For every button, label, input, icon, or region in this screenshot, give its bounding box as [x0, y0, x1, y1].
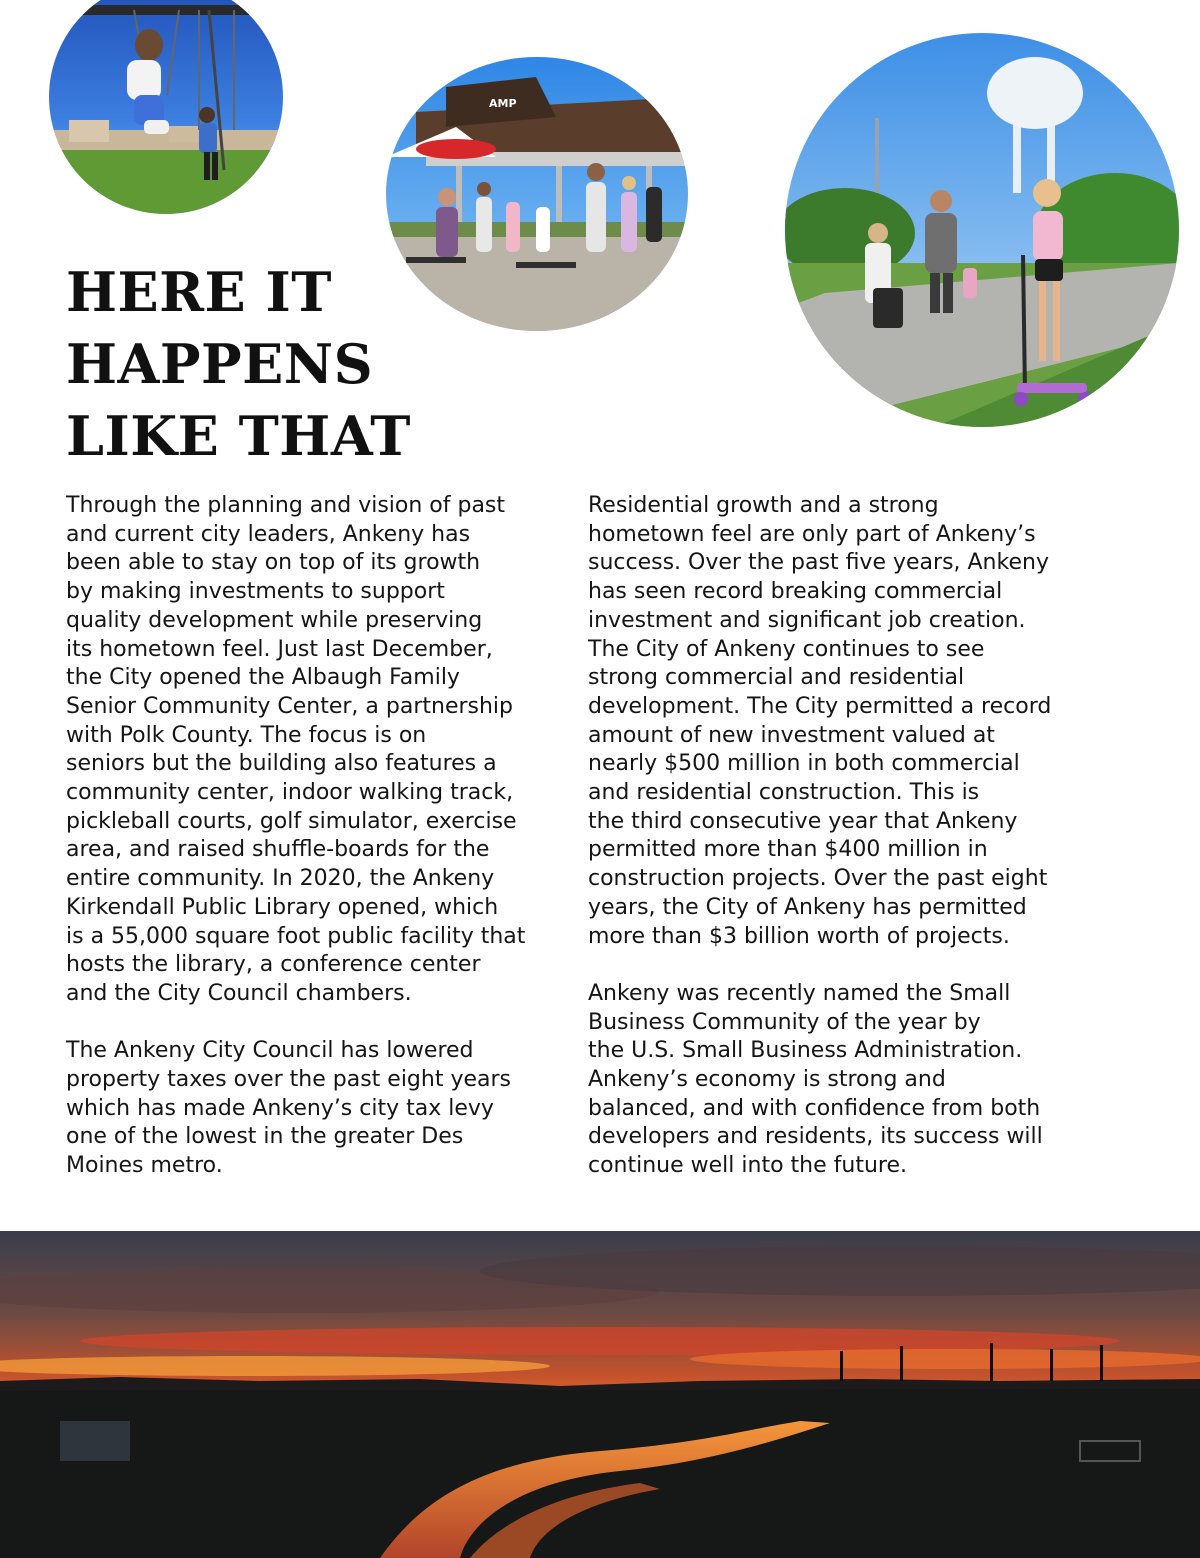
text-line: developers and residents, its success will [588, 1124, 1043, 1150]
text-line: Ankeny’s economy is strong and [588, 1067, 946, 1093]
photo-amp-pavilion-crowd [386, 57, 688, 331]
text-line: its hometown feel. Just last December, [66, 636, 493, 662]
text-line: nearly $500 million in both commercial [588, 751, 1020, 777]
page-title [66, 256, 411, 472]
text-line: the City opened the Albaugh Family [66, 665, 460, 691]
photo-family-on-trail [785, 33, 1179, 427]
paragraph-spacer [588, 951, 1098, 980]
text-line: Kirkendall Public Library opened, which [66, 894, 499, 920]
text-line: the third consecutive year that Ankeny [588, 808, 1018, 834]
amp-sign-text: AMP [489, 97, 517, 110]
text-line: and residential construction. This is [588, 780, 980, 806]
text-line: property taxes over the past eight years [66, 1067, 512, 1093]
text-line: investment and significant job creation. [588, 607, 1026, 633]
text-line: by making investments to support [66, 579, 445, 605]
text-line: which has made Ankeny’s city tax levy [66, 1095, 494, 1121]
text-line: Moines metro. [66, 1153, 223, 1179]
text-line: and current city leaders, Ankeny has [66, 521, 471, 547]
paragraph-spacer [66, 1009, 566, 1038]
right-paragraph-1 [588, 492, 1098, 951]
text-line: pickleball courts, golf simulator, exercise [66, 808, 517, 834]
left-paragraph-2 [66, 1037, 566, 1181]
page-title-line-3: LIKE THAT [66, 404, 411, 468]
text-line: Senior Community Center, a partnership [66, 693, 514, 719]
text-line: strong commercial and residential [588, 665, 965, 691]
text-line: Residential growth and a strong [588, 493, 939, 518]
page-title-line-2: HAPPENS [66, 332, 374, 396]
text-line: permitted more than $400 million in [588, 837, 988, 863]
text-line: quality development while preserving [66, 607, 483, 633]
text-line: the U.S. Small Business Administration. [588, 1038, 1023, 1064]
text-line: with Polk County. The focus is on [66, 722, 427, 748]
photo-sunset-over-river [0, 1231, 1200, 1558]
text-line: one of the lowest in the greater Des [66, 1124, 464, 1150]
text-line: Through the planning and vision of past [66, 493, 506, 518]
text-line: more than $3 billion worth of projects. [588, 923, 1010, 949]
text-line: success. Over the past five years, Ankeny [588, 550, 1049, 576]
text-line: Ankeny was recently named the Small [588, 980, 1011, 1006]
text-line: development. The City permitted a record [588, 693, 1052, 719]
right-column [588, 492, 1098, 1181]
text-line: area, and raised shuffle-boards for the [66, 837, 490, 863]
text-line: entire community. In 2020, the Ankeny [66, 866, 495, 892]
photo-girl-on-swing [49, 0, 283, 214]
text-line: community center, indoor walking track, [66, 780, 514, 806]
right-paragraph-2 [588, 980, 1098, 1181]
text-line: amount of new investment valued at [588, 722, 995, 748]
text-line: hometown feel are only part of Ankeny’s [588, 521, 1036, 547]
text-line: and the City Council chambers. [66, 980, 412, 1006]
text-line: balanced, and with confidence from both [588, 1095, 1041, 1121]
text-line: seniors but the building also features a [66, 751, 497, 777]
text-line: has seen record breaking commercial [588, 579, 1003, 605]
left-column [66, 492, 566, 1181]
text-line: years, the City of Ankeny has permitted [588, 894, 1027, 920]
text-line: is a 55,000 square foot public facility that [66, 923, 526, 949]
text-line: hosts the library, a conference center [66, 952, 481, 978]
text-line: been able to stay on top of its growth [66, 550, 481, 576]
text-line: The City of Ankeny continues to see [588, 636, 985, 662]
page-title-line-1: HERE IT [66, 260, 332, 324]
text-line: Business Community of the year by [588, 1009, 981, 1035]
left-paragraph-1 [66, 492, 566, 1009]
text-line: The Ankeny City Council has lowered [66, 1038, 474, 1064]
text-line: construction projects. Over the past eight [588, 866, 1048, 892]
text-line: continue well into the future. [588, 1153, 907, 1179]
